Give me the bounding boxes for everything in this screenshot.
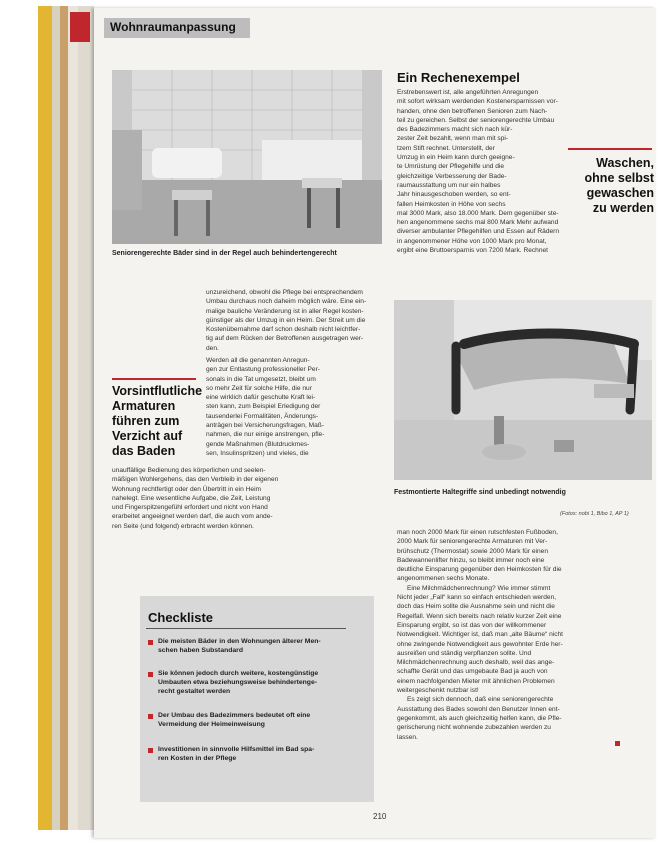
checklist-line: Sie können jedoch durch weitere, kostengünstige [158,670,319,677]
text-line: Umzug in ein Heim kann durch geeigne- [397,154,515,162]
checklist-line: ren Kosten in der Pflege [158,755,237,762]
bullet-icon [148,748,153,753]
text-line: mäßigen Wohlergehens, das den Verbleib in der eigenen [112,476,279,484]
text-line: 2000 Mark für seniorengerechte Armaturen mit Ver- [397,538,548,546]
text-line: lassen. [397,733,418,741]
checklist-line: schen haben Substandard [158,647,243,654]
text-line: malige bauliche Veränderung ist in aller Regel kosten- [206,307,364,315]
page-edge-yellow [38,6,52,830]
text-line: gende Maßnahmen (Blutdruckmes- [206,440,310,448]
page-edge-tan [60,6,68,830]
text-line: in angenommener Höhe von 1000 Mark pro Monat, [397,237,547,245]
section2-tail [112,466,382,531]
photo-credit: (Fotos: nobi 1, Bibo 1, AP 1) [560,511,629,517]
text-line: zester Zeit bezahlt, wenn man mit spi- [397,135,509,143]
page-number: 210 [373,812,387,821]
text-line: gegenkommt, als auch gleichzeitig helfen kann, die Pfle- [397,714,562,722]
text-line: günstiger als der Umzug in ein Heim. Der Streit um die [206,316,366,324]
page-edge [78,6,94,830]
bullet-icon [148,640,153,645]
text-line: so mehr Zeit für solche Hilfe, die nur [206,384,312,392]
text-line: sen, Insulinspritzen) und vieles, die [206,449,309,457]
text-line: des Badezimmers macht sich nach kür- [397,126,513,134]
section2-column [206,356,382,458]
text-line: hen angenommene sechs mal 800 Mark Mehr aufwand [397,219,559,227]
checklist-line: Vermeidung der Heimeinweisung [158,721,265,728]
pullquote-waschen: Waschen, ohne selbst gewaschen zu werden [584,156,654,215]
text-line: ohne zwingende Notwendigkeit aus gewohnter Erde her- [397,640,563,648]
section-header: Wohnraumanpassung [110,20,236,34]
text-line: Kostenübernahme darf schon deshalb nicht leichtfer- [206,326,361,334]
text-line: angenommenen sechs Monate. [397,575,490,583]
checklist-item [158,637,358,655]
text-line: tausenderlei Formalitäten, Änderungs- [206,412,319,420]
text-line: ausreißen und ständig verpflanzen sollte. Und [397,649,532,657]
text-line: te Umrüstung der Pflegehilfe und die [397,163,505,171]
text-line: sten kann, zum Beispiel Erledigung der [206,403,321,411]
text-line: gen zur Entlastung professioneller Per- [206,366,320,374]
text-line: den. [206,344,219,352]
text-line: brühschutz (Thermostat) sowie 2000 Mark für einen [397,547,548,555]
section2-intro [206,288,382,353]
text-line: mal 3000 Mark, also 18.000 Mark. Dem gegenüber ste- [397,209,559,217]
bullet-icon [148,672,153,677]
text-line: man noch 2000 Mark für einen rutschfesten Fußboden, [397,529,558,536]
checklist-line: Investitionen in sinnvolle Hilfsmittel im Bad spa- [158,746,315,753]
text-line: schaffte Gerät und das umgebaute Bad ja auch von [397,668,548,676]
page-edge [52,6,60,830]
text-line: Werden all die genannten Anregun- [206,357,310,364]
end-mark [615,741,620,746]
checklist-rule [146,628,346,629]
checklist-item [158,745,358,763]
checklist-line: Die meisten Bäder in den Wohnungen älterer Men- [158,638,321,645]
text-line: einem nachfolgenden Mieter mit ähnlichen Problemen [397,677,555,685]
text-line: doch das Heim sollte die Ausnahme sein und nicht die [397,603,555,611]
section3-body [397,528,653,742]
text-line: nahelegt. Eine wesentliche Aufgabe, die Zeit, Leistung [112,494,271,502]
text-line: Jahr hinausgeschoben werden, so ent- [397,191,511,199]
checklist-line: recht gestaltet werden [158,688,231,695]
text-line: ren Seite (und folgend) erbracht werden können. [112,522,254,530]
checklist-item [158,669,358,696]
text-line: raumausstattung um nur ein halbes [397,181,501,189]
checklist-line: Umbauten etwa beziehungsweise behindertenge- [158,679,318,686]
bathroom-illustration [112,70,382,244]
text-line: Eine Milchmädchenrechnung? Wie immer stimmt [407,584,551,592]
text-line: Erstrebenswert ist, alle angeführten Anregungen [397,89,539,96]
text-line: Wohnung rechtfertigt oder den Übertritt in ein Heim [112,485,262,493]
grab-bar-illustration [394,300,652,480]
text-line: mit sofort wirksam werdenden Kostenersparnissen vor- [397,98,558,106]
text-line: Badewannenlifter hinzu, so bleibt immer noch eine [397,556,545,564]
checklist-title: Checkliste [148,610,214,625]
photo2-caption: Festmontierte Haltegriffe sind unbedingt notwendig [394,489,566,496]
text-line: Nicht jeder „Fall“ kann so einfach entschieden werden, [397,594,557,602]
section-title: Ein Rechenexempel [397,70,520,85]
text-line: ergibt eine Bruttoersparnis von 7200 Mark. Rechnet [397,247,549,255]
pullquote-rule [568,148,652,150]
text-line: diverser ambulanter Pflegehilfen und Essen auf Rädern [397,228,560,236]
text-line: tzem Stift rechnet. Unterstellt, der [397,144,495,152]
text-line: Notwendigkeit. Wichtiger ist, daß man „alte Bäume“ nicht [397,631,564,639]
text-line: Ausstattung des Bades sowohl den Benutzer Innen ent- [397,705,560,713]
text-line: Es zeigt sich dennoch, daß eine seniorengerechte [407,696,554,704]
checklist-box [140,596,374,802]
text-line: sonals in die Tat umgesetzt, bleibt um [206,375,316,383]
edge-red-tab [70,12,90,42]
text-line: nahmen, die nur einige anstrengen, pfle- [206,431,325,439]
text-line: unzureichend, obwohl die Pflege bei entsprechendem [206,289,363,296]
text-line: deutliche Einsparung gegenüber den Heimkosten für die [397,566,562,574]
text-line: teil zu gereichen. Selbst der seniorengerechte Umbau [397,116,555,124]
text-line: tig auf dem Rücken der Betroffenen ausgetragen wer- [206,335,364,343]
text-line: eine wirklich dafür geschulte Kraft lei- [206,394,316,402]
checklist-item [158,711,358,729]
bullet-icon [148,714,153,719]
bathroom-photo [112,70,382,244]
text-line: handen, ohne den betroffenen Senioren zum Nach- [397,107,548,115]
text-line: gerischerung nicht wohnende zubezahlen werden zu [397,724,551,732]
text-line: Regelfall. Wenn sich bereits nach relativ kurzer Zeit eine [397,612,562,620]
text-line: fallen Heimkosten in Höhe von sechs [397,200,506,208]
grab-bar-photo [394,300,652,480]
text-line: erarbeitet angeeignet werden darf, die auch vom ande- [112,513,273,521]
text-line: Einsparung ergibt, so ist das von der willkommener [397,621,547,629]
page-edge [68,6,78,830]
text-line: Milchmädchenrechnung auch deshalb, weil das ange- [397,659,555,667]
text-line: Umbau durchaus noch daheim möglich wäre. Eine ein- [206,298,367,306]
text-line: weitergeschenkt nutzbar ist! [397,687,479,695]
text-line: anträgen bei Versicherungsfragen, Maß- [206,422,325,430]
checklist-line: Der Umbau des Badezimmers bedeutet oft eine [158,712,311,719]
photo1-caption: Seniorengerechte Bäder sind in der Regel auch behindertengerecht [112,250,337,257]
pullquote-vorsintflut: Vorsintflutliche Armaturen führen zum Verzicht auf das Baden [112,384,203,458]
text-line: und Fingerspitzengefühl erfordert und nicht von Hand [112,504,268,512]
text-line: unauffällige Bedienung des körperlichen und seelen- [112,467,266,474]
pullquote-rule [112,378,196,380]
text-line: gleichzeitige Verbesserung der Bade- [397,172,507,180]
